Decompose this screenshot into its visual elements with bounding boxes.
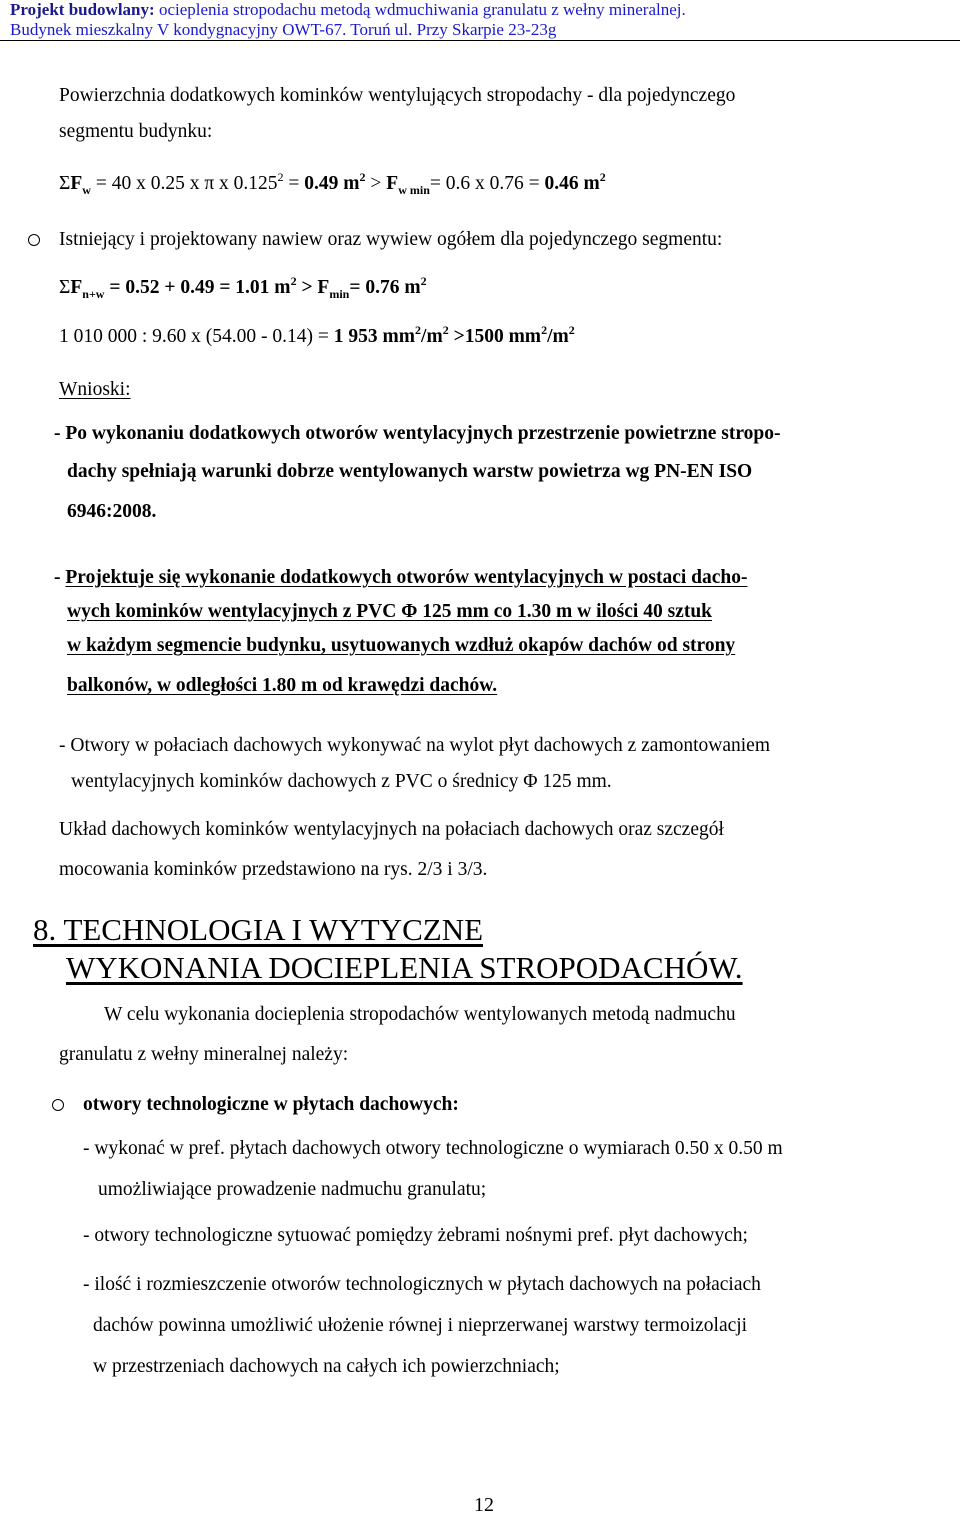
- section-heading: WYKONANIA DOCIEPLENIA STROPODACHÓW.: [66, 950, 743, 985]
- sigma-symbol: Σ: [59, 277, 71, 298]
- bullet-text: Istniejący i projektowany nawiew oraz wywiew ogółem dla pojedynczego segmentu:: [59, 229, 723, 250]
- paragraph-text: W celu wykonania docieplenia stropodachów wentylowanych metodą nadmuchu: [104, 1004, 736, 1025]
- formula-ratio: 1 010 000 : 9.60 x (54.00 - 0.14) = 1 953 $mm^2/m^2 >1500$ $mm^2/m^2$: [59, 323, 575, 347]
- bullet-circle-icon: [52, 1099, 64, 1111]
- paragraph-text: mocowania kominków przedstawiono na rys. 2/3 i 3/3.: [59, 859, 488, 880]
- paragraph-text: granulatu z wełny mineralnej należy:: [59, 1044, 349, 1065]
- document-header-line2: Budynek mieszkalny V kondygnacyjny OWT-67. Toruń ul. Przy Skarpie 23-23g: [10, 20, 557, 39]
- document-header-line1: [10, 0, 686, 19]
- page-number: 12: [474, 1494, 494, 1516]
- conclusion-item-2: wych kominków wentylacyjnych z PVC Φ 125 mm co 1.30 m w ilości 40 sztuk: [67, 601, 713, 622]
- bullet-circle-icon: [28, 234, 40, 246]
- header-project-title: ocieplenia stropodachu metodą wdmuchiwania granulatu z wełny mineralnej.: [154, 0, 686, 19]
- formula-sum-vents: $\Sigma F_w = 40$ x 0.25 x π x $0.125^2 = 0.49$ $m^2 > F_{w min}= 0.6$ x 0.76 = 0.46 $m^2$: [59, 170, 606, 197]
- sigma-symbol: Σ: [59, 173, 71, 194]
- list-item: umożliwiające prowadzenie nadmuchu granulatu;: [98, 1179, 487, 1200]
- list-item: dachów powinna umożliwić ułożenie równej i nieprzerwanej warstwy termoizolacji: [93, 1315, 748, 1336]
- bullet-heading: otwory technologiczne w płytach dachowych:: [83, 1094, 459, 1115]
- conclusion-item-2: balkonów, w odległości 1.80 m od krawędzi dachów.: [67, 675, 498, 696]
- conclusion-item-1: - Po wykonaniu dodatkowych otworów wentylacyjnych przestrzenie powietrzne stropo-: [54, 423, 781, 444]
- section-heading: 8. TECHNOLOGIA I WYTYCZNE: [33, 912, 484, 947]
- conclusion-item-2: - Projektuje się wykonanie dodatkowych otworów wentylacyjnych w postaci dacho-: [54, 567, 748, 588]
- paragraph-text: segmentu budynku:: [59, 121, 213, 142]
- paragraph-text: Powierzchnia dodatkowych kominków wentylujących stropodachy - dla pojedynczego: [59, 85, 736, 106]
- conclusion-item-1: 6946:2008.: [67, 501, 157, 522]
- conclusion-item-2: w każdym segmencie budynku, usytuowanych wzdłuż okapów dachów od strony: [67, 635, 736, 656]
- conclusions-heading: Wnioski:: [59, 379, 131, 400]
- header-divider: [0, 40, 960, 41]
- header-project-label: Projekt budowlany:: [10, 0, 155, 19]
- paragraph-text: Układ dachowych kominków wentylacyjnych na połaciach dachowych oraz szczegół: [59, 819, 724, 840]
- list-item: - ilość i rozmieszczenie otworów technologicznych w płytach dachowych na połaciach: [83, 1274, 761, 1295]
- conclusion-item-3: wentylacyjnych kominków dachowych z PVC o średnicy Φ 125 mm.: [71, 771, 612, 792]
- formula-sum-total: $\Sigma F_{n+w} = 0.52 + 0.49 = 1.01$ $m^2 > F_{min}= 0.76$ $m^2$: [59, 274, 427, 301]
- conclusion-item-1: dachy spełniają warunki dobrze wentylowanych warstw powietrza wg PN-EN ISO: [67, 461, 753, 482]
- list-item: - wykonać w pref. płytach dachowych otwory technologiczne o wymiarach 0.50 x 0.50 m: [83, 1138, 783, 1159]
- conclusion-item-3: - Otwory w połaciach dachowych wykonywać na wylot płyt dachowych z zamontowaniem: [59, 735, 770, 756]
- list-item: w przestrzeniach dachowych na całych ich powierzchniach;: [93, 1356, 560, 1377]
- list-item: - otwory technologiczne sytuować pomiędzy żebrami nośnymi pref. płyt dachowych;: [83, 1225, 748, 1246]
